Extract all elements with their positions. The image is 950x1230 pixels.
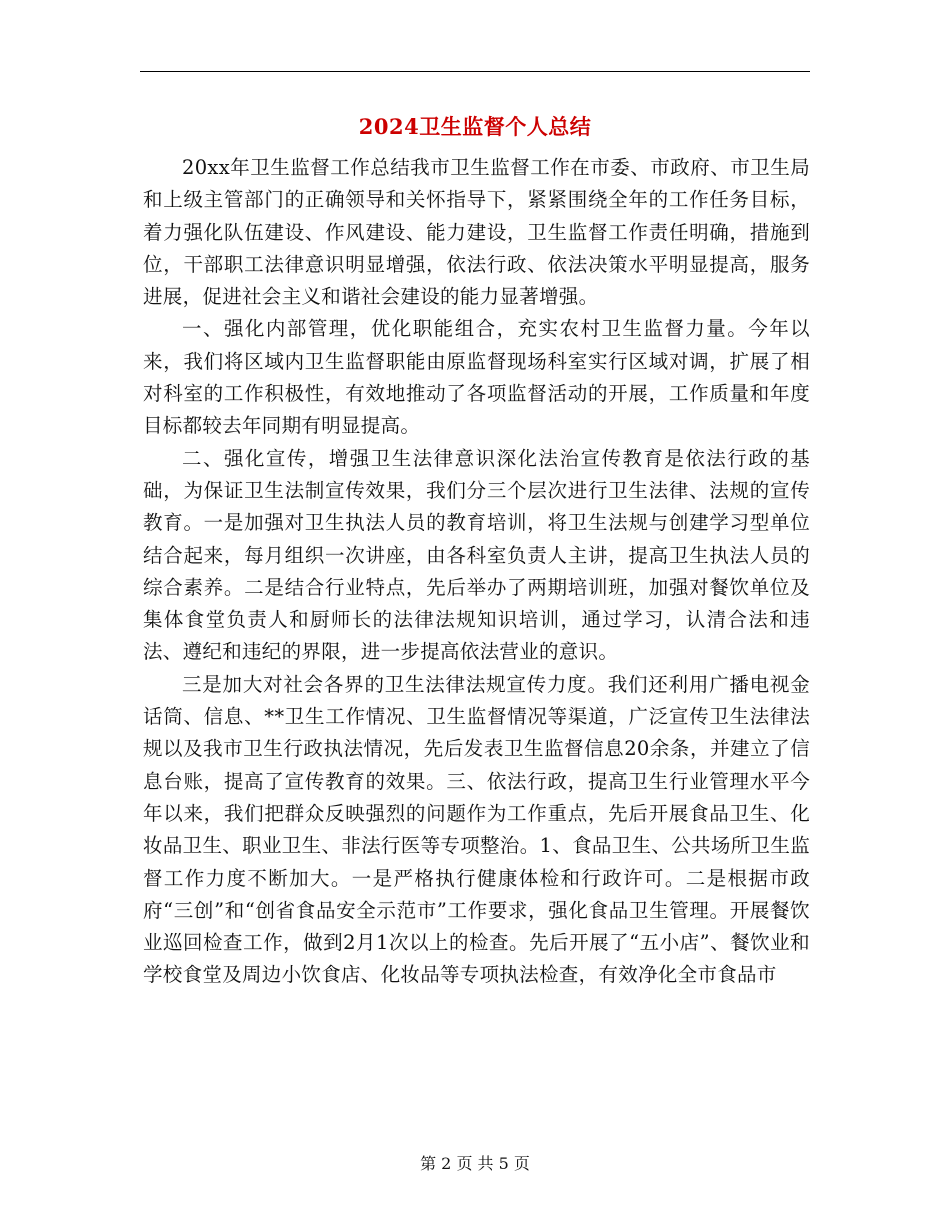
document-title: 2024卫生监督个人总结 xyxy=(358,114,592,139)
header-rule xyxy=(140,71,810,72)
paragraph-law-enforcement: 三是加大对社会各界的卫生法律法规宣传力度。我们还利用广播电视金话筒、信息、**卫生工作情况、卫生监督情况等渠道，广泛宣传卫生法律法规以及我市卫生行政执法情况，先后发表卫生监督信息20余条，并建立了信息台账，提高了宣传教育的效果。三、依法行政，提高卫生行业管理水平今年以来，我们把群众反映强烈的问题作为工作重点，先后开展食品卫生、化妆品卫生、职业卫生、非法行医等专项整治。1、食品卫生、公共场所卫生监督工作力度不断加大。一是严格执行健康体检和行政许可。二是根据市政府“三创”和“创省食品安全示范市”工作要求，强化食品卫生管理。开展餐饮业巡回检查工作，做到2月1次以上的检查。先后开展了“五小店”、餐饮业和学校食堂及周边小饮食店、化妆品等专项执法检查，有效净化全市食品市 xyxy=(143,672,810,987)
document-body xyxy=(143,152,810,992)
paragraph-intro: 20xx年卫生监督工作总结我市卫生监督工作在市委、市政府、市卫生局和上级主管部门的正确领导和关怀指导下，紧紧围绕全年的工作任务目标，着力强化队伍建设、作风建设、能力建设，卫生监督工作责任明确，措施到位，干部职工法律意识明显增强，依法行政、依法决策水平明显提高，服务进展，促进社会主义和谐社会建设的能力显著增强。 xyxy=(143,156,810,309)
paragraph-publicity: 二、强化宣传，增强卫生法律意识深化法治宣传教育是依法行政的基础，为保证卫生法制宣传效果，我们分三个层次进行卫生法律、法规的宣传教育。一是加强对卫生执法人员的教育培训，将卫生法规与创建学习型单位结合起来，每月组织一次讲座，由各科室负责人主讲，提高卫生执法人员的综合素养。二是结合行业特点，先后举办了两期培训班，加强对餐饮单位及集体食堂负责人和厨师长的法律法规知识培训，通过学习，认清合法和违法、遵纪和违纪的界限，进一步提高依法营业的意识。 xyxy=(143,446,810,664)
paragraph-internal-management: 一、强化内部管理，优化职能组合，充实农村卫生监督力量。今年以来，我们将区域内卫生监督职能由原监督现场科室实行区域对调，扩展了相对科室的工作积极性，有效地推动了各项监督活动的开展，工作质量和年度目标都较去年同期有明显提高。 xyxy=(143,317,810,438)
page-number: 第 2 页 共 5 页 xyxy=(420,1154,530,1173)
